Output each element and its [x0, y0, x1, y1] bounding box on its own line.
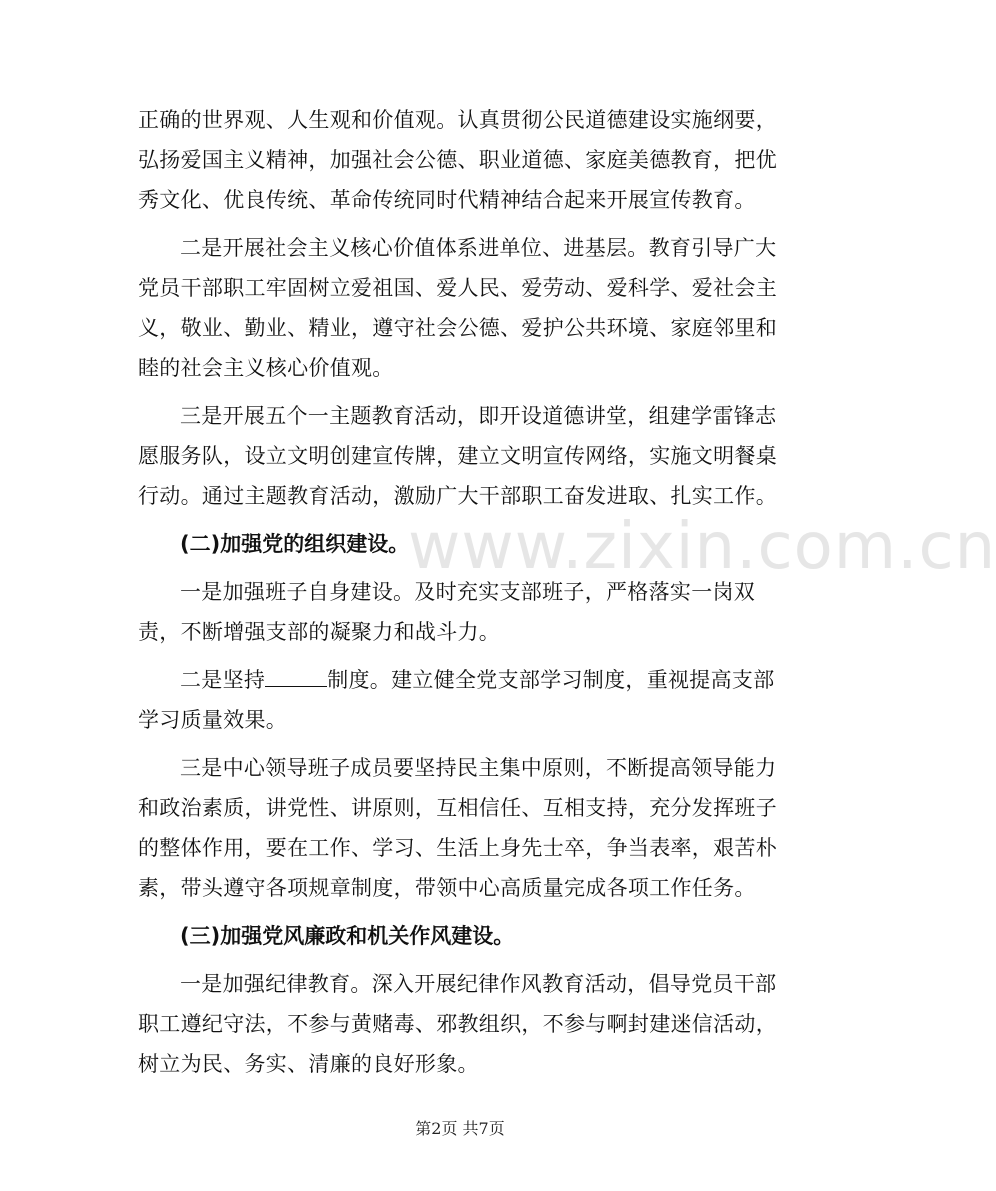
paragraph-6: 三是中心领导班子成员要坚持民主集中原则，不断提高领导能力和政治素质，讲党性、讲原则，互相信任、互相支持，充分发挥班子的整体作用，要在工作、学习、生活上身先士卒，争当表率，艰苦朴素，带头遵守各项规章制度，带领中心高质量完成各项工作任务。	[138, 756, 777, 900]
paragraph-3: 三是开展五个一主题教育活动，即开设道德讲堂，组建学雷锋志愿服务队，设立文明创建宣传牌，建立文明宣传网络，实施文明餐桌行动。通过主题教育活动，激励广大干部职工奋发进取、扎实工作。	[138, 404, 777, 508]
page-number: 第2页 共7页	[415, 1119, 505, 1138]
document-body	[138, 100, 780, 1092]
paragraph-7: 一是加强纪律教育。深入开展纪律作风教育活动，倡导党员干部职工遵纪守法，不参与黄赌毒、邪教组织，不参与啊封建迷信活动，树立为民、务实、清廉的良好形象。	[138, 972, 777, 1076]
paragraph-1: 正确的世界观、人生观和价值观。认真贯彻公民道德建设实施纲要，弘扬爱国主义精神，加强社会公德、职业道德、家庭美德教育，把优秀文化、优良传统、革命传统同时代精神结合起来开展宣传教育。	[138, 108, 777, 212]
watermark: www.zixin.com.cn	[408, 510, 996, 584]
paragraph-4: 一是加强班子自身建设。及时充实支部班子，严格落实一岗双责，不断增强支部的凝聚力和战斗力。	[138, 580, 756, 644]
paragraph-5-start: 二是坚持	[180, 668, 266, 692]
paragraph-5	[138, 660, 780, 740]
fill-in-blank	[265, 685, 327, 687]
section-heading-2: (二)加强党的组织建设。	[180, 532, 410, 556]
paragraph-2: 二是开展社会主义核心价值体系进单位、进基层。教育引导广大党员干部职工牢固树立爱祖国、爱人民、爱劳动、爱科学、爱社会主义，敬业、勤业、精业，遵守社会公德、爱护公共环境、家庭邻里和睦的社会主义核心价值观。	[138, 236, 777, 380]
paragraph-5-end: 制度。建立健全党支部学习制度，重视提高支部学习质量效果。	[138, 668, 775, 732]
section-heading-3: (三)加强党风廉政和机关作风建设。	[180, 924, 515, 948]
